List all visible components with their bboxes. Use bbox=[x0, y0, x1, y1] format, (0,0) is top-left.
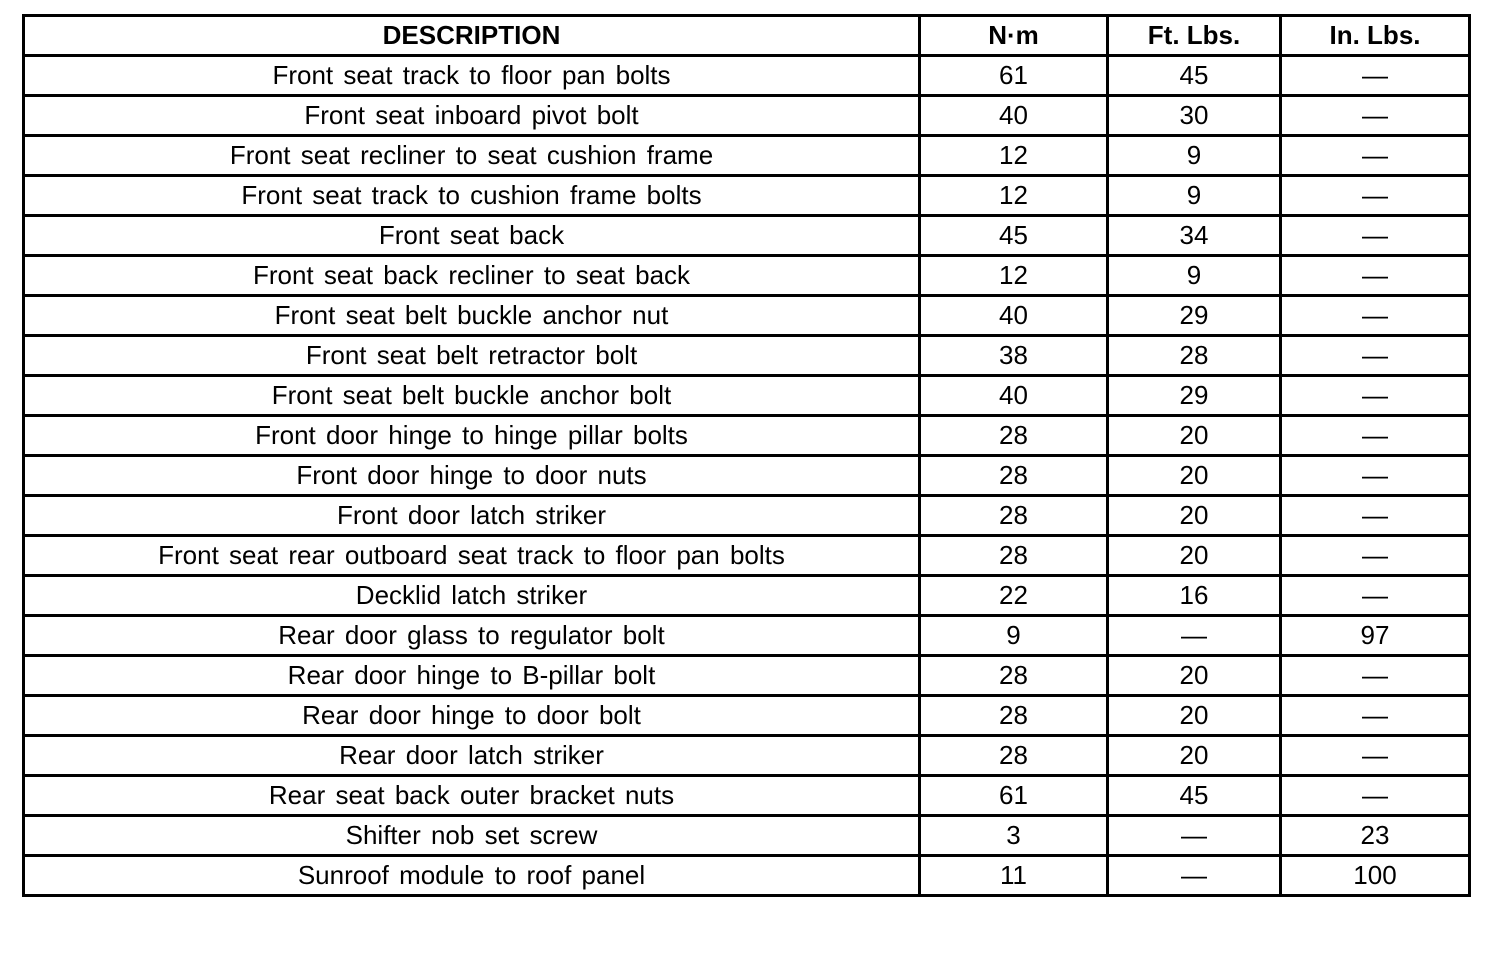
cell-ft-lbs: 20 bbox=[1108, 536, 1281, 576]
table-row bbox=[24, 496, 1470, 536]
cell-in-lbs: — bbox=[1281, 336, 1470, 376]
header-ft-lbs: Ft. Lbs. bbox=[1108, 16, 1281, 56]
cell-description: Front seat track to floor pan bolts bbox=[24, 56, 920, 96]
cell-description: Front seat inboard pivot bolt bbox=[24, 96, 920, 136]
cell-description: Front seat belt buckle anchor nut bbox=[24, 296, 920, 336]
cell-nm: 45 bbox=[920, 216, 1108, 256]
table-row bbox=[24, 736, 1470, 776]
cell-ft-lbs: 20 bbox=[1108, 456, 1281, 496]
cell-nm: 12 bbox=[920, 136, 1108, 176]
header-row bbox=[24, 16, 1470, 56]
cell-in-lbs: 97 bbox=[1281, 616, 1470, 656]
table-row bbox=[24, 296, 1470, 336]
cell-nm: 22 bbox=[920, 576, 1108, 616]
cell-ft-lbs: 9 bbox=[1108, 136, 1281, 176]
cell-ft-lbs: 29 bbox=[1108, 296, 1281, 336]
table-row bbox=[24, 856, 1470, 896]
cell-ft-lbs: 29 bbox=[1108, 376, 1281, 416]
cell-description: Decklid latch striker bbox=[24, 576, 920, 616]
cell-in-lbs: — bbox=[1281, 536, 1470, 576]
cell-in-lbs: — bbox=[1281, 256, 1470, 296]
table-row bbox=[24, 416, 1470, 456]
cell-nm: 61 bbox=[920, 56, 1108, 96]
cell-in-lbs: — bbox=[1281, 456, 1470, 496]
cell-in-lbs: — bbox=[1281, 496, 1470, 536]
cell-ft-lbs: 20 bbox=[1108, 736, 1281, 776]
table-row bbox=[24, 656, 1470, 696]
cell-description: Front seat belt buckle anchor bolt bbox=[24, 376, 920, 416]
table-row bbox=[24, 536, 1470, 576]
cell-nm: 38 bbox=[920, 336, 1108, 376]
cell-description: Front seat back recliner to seat back bbox=[24, 256, 920, 296]
cell-description: Front seat belt retractor bolt bbox=[24, 336, 920, 376]
cell-description: Rear door hinge to B-pillar bolt bbox=[24, 656, 920, 696]
cell-ft-lbs: 30 bbox=[1108, 96, 1281, 136]
torque-spec-table bbox=[22, 14, 1471, 897]
cell-nm: 28 bbox=[920, 736, 1108, 776]
table-row bbox=[24, 96, 1470, 136]
cell-ft-lbs: 9 bbox=[1108, 176, 1281, 216]
table-row bbox=[24, 576, 1470, 616]
cell-description: Rear door glass to regulator bolt bbox=[24, 616, 920, 656]
cell-ft-lbs: — bbox=[1108, 816, 1281, 856]
cell-ft-lbs: 45 bbox=[1108, 776, 1281, 816]
table-row bbox=[24, 176, 1470, 216]
cell-description: Front seat rear outboard seat track to floor pan bolts bbox=[24, 536, 920, 576]
table-row bbox=[24, 56, 1470, 96]
table-row bbox=[24, 696, 1470, 736]
table-row bbox=[24, 256, 1470, 296]
header-in-lbs: In. Lbs. bbox=[1281, 16, 1470, 56]
cell-ft-lbs: 20 bbox=[1108, 696, 1281, 736]
cell-in-lbs: — bbox=[1281, 696, 1470, 736]
cell-nm: 28 bbox=[920, 456, 1108, 496]
cell-nm: 40 bbox=[920, 96, 1108, 136]
cell-in-lbs: — bbox=[1281, 96, 1470, 136]
cell-ft-lbs: 28 bbox=[1108, 336, 1281, 376]
cell-description: Rear door latch striker bbox=[24, 736, 920, 776]
cell-nm: 28 bbox=[920, 656, 1108, 696]
cell-nm: 3 bbox=[920, 816, 1108, 856]
cell-ft-lbs: 16 bbox=[1108, 576, 1281, 616]
cell-in-lbs: — bbox=[1281, 296, 1470, 336]
cell-description: Rear seat back outer bracket nuts bbox=[24, 776, 920, 816]
cell-nm: 40 bbox=[920, 296, 1108, 336]
cell-ft-lbs: 20 bbox=[1108, 496, 1281, 536]
cell-description: Shifter nob set screw bbox=[24, 816, 920, 856]
cell-description: Front seat back bbox=[24, 216, 920, 256]
cell-description: Front door hinge to hinge pillar bolts bbox=[24, 416, 920, 456]
cell-in-lbs: — bbox=[1281, 576, 1470, 616]
cell-in-lbs: — bbox=[1281, 416, 1470, 456]
cell-description: Front seat track to cushion frame bolts bbox=[24, 176, 920, 216]
cell-nm: 11 bbox=[920, 856, 1108, 896]
table-row bbox=[24, 616, 1470, 656]
cell-in-lbs: — bbox=[1281, 216, 1470, 256]
header-nm: N·m bbox=[920, 16, 1108, 56]
table-row bbox=[24, 216, 1470, 256]
table-body bbox=[24, 56, 1470, 896]
cell-in-lbs: 100 bbox=[1281, 856, 1470, 896]
cell-nm: 12 bbox=[920, 176, 1108, 216]
cell-nm: 28 bbox=[920, 696, 1108, 736]
cell-in-lbs: — bbox=[1281, 136, 1470, 176]
cell-description: Front seat recliner to seat cushion frame bbox=[24, 136, 920, 176]
cell-in-lbs: — bbox=[1281, 736, 1470, 776]
cell-nm: 28 bbox=[920, 536, 1108, 576]
table-row bbox=[24, 136, 1470, 176]
cell-description: Front door hinge to door nuts bbox=[24, 456, 920, 496]
cell-ft-lbs: — bbox=[1108, 856, 1281, 896]
cell-description: Rear door hinge to door bolt bbox=[24, 696, 920, 736]
table-row bbox=[24, 456, 1470, 496]
cell-ft-lbs: 34 bbox=[1108, 216, 1281, 256]
cell-nm: 40 bbox=[920, 376, 1108, 416]
table-row bbox=[24, 336, 1470, 376]
table-row bbox=[24, 816, 1470, 856]
cell-in-lbs: — bbox=[1281, 376, 1470, 416]
cell-nm: 12 bbox=[920, 256, 1108, 296]
cell-in-lbs: — bbox=[1281, 176, 1470, 216]
cell-in-lbs: — bbox=[1281, 56, 1470, 96]
cell-in-lbs: 23 bbox=[1281, 816, 1470, 856]
cell-in-lbs: — bbox=[1281, 776, 1470, 816]
cell-description: Front door latch striker bbox=[24, 496, 920, 536]
cell-nm: 61 bbox=[920, 776, 1108, 816]
cell-ft-lbs: — bbox=[1108, 616, 1281, 656]
cell-ft-lbs: 9 bbox=[1108, 256, 1281, 296]
cell-nm: 28 bbox=[920, 416, 1108, 456]
cell-ft-lbs: 20 bbox=[1108, 416, 1281, 456]
table-row bbox=[24, 376, 1470, 416]
cell-ft-lbs: 45 bbox=[1108, 56, 1281, 96]
cell-nm: 9 bbox=[920, 616, 1108, 656]
cell-description: Sunroof module to roof panel bbox=[24, 856, 920, 896]
table-row bbox=[24, 776, 1470, 816]
cell-in-lbs: — bbox=[1281, 656, 1470, 696]
cell-nm: 28 bbox=[920, 496, 1108, 536]
cell-ft-lbs: 20 bbox=[1108, 656, 1281, 696]
header-description: DESCRIPTION bbox=[24, 16, 920, 56]
table-header bbox=[24, 16, 1470, 56]
